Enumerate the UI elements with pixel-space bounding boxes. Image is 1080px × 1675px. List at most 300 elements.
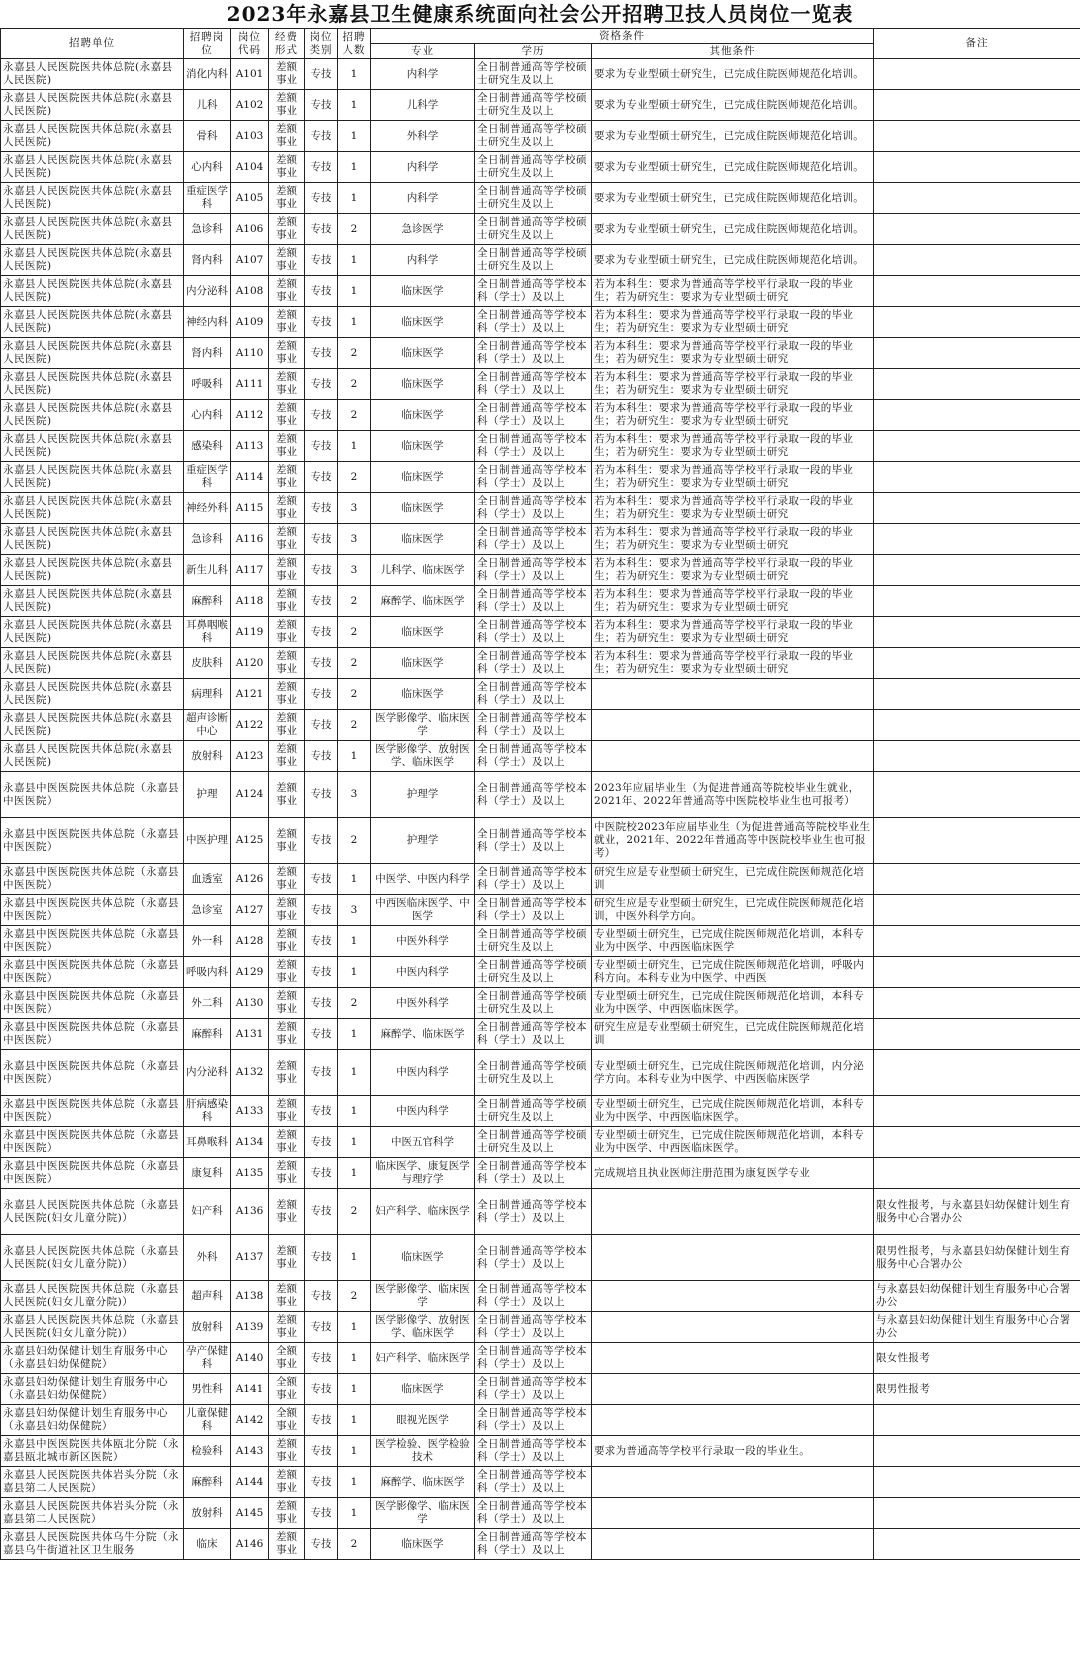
- cell-unit: 永嘉县人民医院医共体岩头分院（永嘉县第二人民医院）: [1, 1498, 184, 1529]
- cell-other: 要求为专业型硕士研究生，已完成住院医师规范化培训。: [592, 183, 874, 214]
- cell-post: 麻醉科: [184, 586, 231, 617]
- table-row: [1, 121, 1080, 152]
- cell-note: 限女性报考，与永嘉县妇幼保健计划生育服务中心合署办公: [874, 1189, 1080, 1235]
- cell-code: A136: [231, 1189, 269, 1235]
- cell-count: 3: [338, 772, 371, 818]
- table-row: [1, 1050, 1080, 1096]
- table-row: [1, 214, 1080, 245]
- cell-other: [592, 1189, 874, 1235]
- cell-major: 儿科学: [371, 90, 475, 121]
- cell-code: A116: [231, 524, 269, 555]
- cell-education: 全日制普通高等学校本科（学士）及以上: [475, 1529, 592, 1560]
- cell-unit: 永嘉县人民医院医共体总院（永嘉县人民医院(妇女儿童分院)）: [1, 1235, 184, 1281]
- cell-funding: 差额事业: [269, 245, 305, 276]
- cell-unit: 永嘉县中医医院医共体总院（永嘉县中医医院）: [1, 1050, 184, 1096]
- header-note: 备注: [874, 29, 1080, 59]
- table-row: [1, 617, 1080, 648]
- cell-major: 临床医学: [371, 307, 475, 338]
- cell-note: [874, 555, 1080, 586]
- header-funding: 经费形式: [269, 29, 305, 59]
- cell-count: 2: [338, 617, 371, 648]
- cell-other: 2023年应届毕业生（为促进普通高等院校毕业生就业，2021年、2022年普通高等中医院校毕业生也可报考）: [592, 772, 874, 818]
- cell-note: [874, 957, 1080, 988]
- cell-funding: 全额事业: [269, 1405, 305, 1436]
- cell-other: 若为本科生：要求为普通高等学校平行录取一段的毕业生；若为研究生：要求为专业型硕士研究: [592, 276, 874, 307]
- cell-code: A132: [231, 1050, 269, 1096]
- cell-code: A144: [231, 1467, 269, 1498]
- cell-major: 中医内科学: [371, 1096, 475, 1127]
- cell-funding: 差额事业: [269, 462, 305, 493]
- cell-education: 全日制普通高等学校本科（学士）及以上: [475, 276, 592, 307]
- cell-category: 专技: [305, 1281, 338, 1312]
- cell-major: 眼视光医学: [371, 1405, 475, 1436]
- cell-unit: 永嘉县人民医院医共体总院(永嘉县人民医院): [1, 431, 184, 462]
- cell-unit: 永嘉县中医医院医共体总院（永嘉县中医医院）: [1, 772, 184, 818]
- cell-post: 肾内科: [184, 338, 231, 369]
- cell-count: 1: [338, 1343, 371, 1374]
- cell-count: 1: [338, 1436, 371, 1467]
- cell-code: A111: [231, 369, 269, 400]
- cell-code: A101: [231, 59, 269, 90]
- cell-unit: 永嘉县人民医院医共体总院(永嘉县人民医院): [1, 121, 184, 152]
- cell-note: [874, 183, 1080, 214]
- cell-note: [874, 1436, 1080, 1467]
- cell-other: 专业型硕士研究生，已完成住院医师规范化培训，本科专业为中医学、中西医临床医学。: [592, 988, 874, 1019]
- cell-major: 临床医学: [371, 1235, 475, 1281]
- cell-post: 急诊科: [184, 214, 231, 245]
- cell-count: 1: [338, 1498, 371, 1529]
- cell-major: 内科学: [371, 183, 475, 214]
- cell-funding: 差额事业: [269, 818, 305, 864]
- cell-education: 全日制普通高等学校本科（学士）及以上: [475, 1374, 592, 1405]
- cell-funding: 差额事业: [269, 1158, 305, 1189]
- cell-unit: 永嘉县人民医院医共体总院(永嘉县人民医院): [1, 59, 184, 90]
- cell-unit: 永嘉县人民医院医共体总院(永嘉县人民医院): [1, 400, 184, 431]
- cell-count: 2: [338, 648, 371, 679]
- cell-education: 全日制普通高等学校本科（学士）及以上: [475, 1189, 592, 1235]
- cell-education: 全日制普通高等学校本科（学士）及以上: [475, 462, 592, 493]
- table-row: [1, 462, 1080, 493]
- cell-education: 全日制普通高等学校本科（学士）及以上: [475, 818, 592, 864]
- cell-funding: 差额事业: [269, 400, 305, 431]
- cell-unit: 永嘉县人民医院医共体总院(永嘉县人民医院): [1, 214, 184, 245]
- cell-unit: 永嘉县人民医院医共体总院(永嘉县人民医院): [1, 493, 184, 524]
- cell-education: 全日制普通高等学校硕士研究生及以上: [475, 1127, 592, 1158]
- cell-funding: 差额事业: [269, 90, 305, 121]
- cell-funding: 差额事业: [269, 710, 305, 741]
- table-row: [1, 1312, 1080, 1343]
- cell-other: 若为本科生：要求为普通高等学校平行录取一段的毕业生；若为研究生：要求为专业型硕士研究: [592, 493, 874, 524]
- table-row: [1, 1019, 1080, 1050]
- cell-unit: 永嘉县妇幼保健计划生育服务中心（永嘉县妇幼保健院）: [1, 1374, 184, 1405]
- cell-other: [592, 741, 874, 772]
- cell-funding: 差额事业: [269, 586, 305, 617]
- cell-count: 3: [338, 555, 371, 586]
- cell-note: [874, 524, 1080, 555]
- cell-note: 与永嘉县妇幼保健计划生育服务中心合署办公: [874, 1312, 1080, 1343]
- cell-unit: 永嘉县中医医院医共体总院（永嘉县中医医院）: [1, 1127, 184, 1158]
- cell-post: 呼吸内科: [184, 957, 231, 988]
- cell-count: 1: [338, 1127, 371, 1158]
- cell-unit: 永嘉县中医医院医共体总院（永嘉县中医医院）: [1, 895, 184, 926]
- cell-code: A115: [231, 493, 269, 524]
- cell-code: A106: [231, 214, 269, 245]
- cell-count: 3: [338, 493, 371, 524]
- cell-funding: 差额事业: [269, 121, 305, 152]
- cell-unit: 永嘉县人民医院医共体总院(永嘉县人民医院): [1, 679, 184, 710]
- cell-category: 专技: [305, 818, 338, 864]
- cell-note: [874, 1467, 1080, 1498]
- cell-code: A126: [231, 864, 269, 895]
- cell-note: [874, 276, 1080, 307]
- cell-other: [592, 1467, 874, 1498]
- cell-education: 全日制普通高等学校硕士研究生及以上: [475, 121, 592, 152]
- cell-other: [592, 710, 874, 741]
- cell-note: [874, 307, 1080, 338]
- cell-funding: 差额事业: [269, 988, 305, 1019]
- cell-note: 限男性报考: [874, 1374, 1080, 1405]
- header-other: 其他条件: [592, 44, 874, 59]
- cell-unit: 永嘉县人民医院医共体总院(永嘉县人民医院): [1, 307, 184, 338]
- cell-post: 孕产保健科: [184, 1343, 231, 1374]
- cell-other: 若为本科生：要求为普通高等学校平行录取一段的毕业生；若为研究生：要求为专业型硕士研究: [592, 648, 874, 679]
- cell-unit: 永嘉县中医医院医共体总院（永嘉县中医医院）: [1, 988, 184, 1019]
- cell-major: 中西医临床医学、中医学: [371, 895, 475, 926]
- cell-other: 若为本科生：要求为普通高等学校平行录取一段的毕业生；若为研究生：要求为专业型硕士研究: [592, 369, 874, 400]
- cell-education: 全日制普通高等学校本科（学士）及以上: [475, 1019, 592, 1050]
- cell-post: 皮肤科: [184, 648, 231, 679]
- table-row: [1, 555, 1080, 586]
- cell-note: [874, 864, 1080, 895]
- cell-other: [592, 1312, 874, 1343]
- cell-major: 临床医学: [371, 648, 475, 679]
- cell-code: A134: [231, 1127, 269, 1158]
- table-row: [1, 772, 1080, 818]
- cell-post: 神经内科: [184, 307, 231, 338]
- table-row: [1, 1281, 1080, 1312]
- cell-major: 中医外科学: [371, 926, 475, 957]
- cell-education: 全日制普通高等学校本科（学士）及以上: [475, 617, 592, 648]
- cell-count: 1: [338, 1019, 371, 1050]
- cell-category: 专技: [305, 462, 338, 493]
- cell-unit: 永嘉县人民医院医共体总院(永嘉县人民医院): [1, 369, 184, 400]
- cell-other: 若为本科生：要求为普通高等学校平行录取一段的毕业生；若为研究生：要求为专业型硕士研究: [592, 431, 874, 462]
- cell-other: 若为本科生：要求为普通高等学校平行录取一段的毕业生；若为研究生：要求为专业型硕士研究: [592, 338, 874, 369]
- cell-major: 中医内科学: [371, 957, 475, 988]
- cell-code: A113: [231, 431, 269, 462]
- cell-note: [874, 1050, 1080, 1096]
- table-row: [1, 1096, 1080, 1127]
- cell-education: 全日制普通高等学校硕士研究生及以上: [475, 926, 592, 957]
- cell-count: 2: [338, 369, 371, 400]
- cell-education: 全日制普通高等学校本科（学士）及以上: [475, 586, 592, 617]
- cell-post: 外一科: [184, 926, 231, 957]
- cell-education: 全日制普通高等学校本科（学士）及以上: [475, 1281, 592, 1312]
- cell-education: 全日制普通高等学校本科（学士）及以上: [475, 307, 592, 338]
- cell-other: 研究生应是专业型硕士研究生，已完成住院医师规范化培训: [592, 1019, 874, 1050]
- cell-education: 全日制普通高等学校硕士研究生及以上: [475, 214, 592, 245]
- cell-major: 麻醉学、临床医学: [371, 586, 475, 617]
- cell-post: 中医护理: [184, 818, 231, 864]
- table-row: [1, 1235, 1080, 1281]
- cell-unit: 永嘉县人民医院医共体总院(永嘉县人民医院): [1, 524, 184, 555]
- cell-code: A122: [231, 710, 269, 741]
- cell-other: [592, 1498, 874, 1529]
- cell-education: 全日制普通高等学校本科（学士）及以上: [475, 648, 592, 679]
- cell-education: 全日制普通高等学校硕士研究生及以上: [475, 957, 592, 988]
- cell-other: [592, 1374, 874, 1405]
- cell-major: 内科学: [371, 59, 475, 90]
- cell-unit: 永嘉县人民医院医共体总院(永嘉县人民医院): [1, 586, 184, 617]
- cell-note: [874, 90, 1080, 121]
- cell-education: 全日制普通高等学校硕士研究生及以上: [475, 988, 592, 1019]
- cell-count: 1: [338, 183, 371, 214]
- cell-count: 1: [338, 926, 371, 957]
- cell-count: 2: [338, 400, 371, 431]
- cell-other: [592, 1405, 874, 1436]
- cell-post: 病理科: [184, 679, 231, 710]
- cell-note: [874, 772, 1080, 818]
- cell-category: 专技: [305, 1529, 338, 1560]
- cell-category: 专技: [305, 555, 338, 586]
- cell-major: 内科学: [371, 152, 475, 183]
- cell-count: 3: [338, 895, 371, 926]
- cell-funding: 全额事业: [269, 1343, 305, 1374]
- cell-other: [592, 1235, 874, 1281]
- cell-note: [874, 493, 1080, 524]
- cell-category: 专技: [305, 183, 338, 214]
- cell-unit: 永嘉县人民医院医共体岩头分院（永嘉县第二人民医院）: [1, 1467, 184, 1498]
- cell-category: 专技: [305, 864, 338, 895]
- cell-code: A103: [231, 121, 269, 152]
- cell-category: 专技: [305, 1235, 338, 1281]
- cell-unit: 永嘉县中医医院医共体总院（永嘉县中医医院）: [1, 957, 184, 988]
- cell-code: A125: [231, 818, 269, 864]
- cell-post: 临床: [184, 1529, 231, 1560]
- cell-code: A110: [231, 338, 269, 369]
- cell-unit: 永嘉县中医医院医共体瓯北分院（永嘉县瓯北城市新区医院）: [1, 1436, 184, 1467]
- cell-post: 麻醉科: [184, 1019, 231, 1050]
- cell-note: [874, 1529, 1080, 1560]
- cell-code: A143: [231, 1436, 269, 1467]
- cell-funding: 差额事业: [269, 617, 305, 648]
- cell-category: 专技: [305, 926, 338, 957]
- cell-funding: 差额事业: [269, 864, 305, 895]
- cell-funding: 差额事业: [269, 1096, 305, 1127]
- table-row: [1, 152, 1080, 183]
- cell-category: 专技: [305, 245, 338, 276]
- table-row: [1, 818, 1080, 864]
- cell-major: 临床医学: [371, 338, 475, 369]
- cell-education: 全日制普通高等学校本科（学士）及以上: [475, 895, 592, 926]
- cell-major: 医学检验、医学检验技术: [371, 1436, 475, 1467]
- cell-funding: 差额事业: [269, 648, 305, 679]
- cell-unit: 永嘉县人民医院医共体乌牛分院（永嘉县乌牛街道社区卫生服务: [1, 1529, 184, 1560]
- cell-category: 专技: [305, 121, 338, 152]
- cell-count: 3: [338, 524, 371, 555]
- cell-other: [592, 1529, 874, 1560]
- cell-note: [874, 1498, 1080, 1529]
- table-row: [1, 1436, 1080, 1467]
- cell-other: 专业型硕士研究生，已完成住院医师规范化培训，呼吸内科方向。本科专业为中医学、中西医: [592, 957, 874, 988]
- cell-category: 专技: [305, 710, 338, 741]
- cell-major: 医学影像学、临床医学: [371, 710, 475, 741]
- cell-category: 专技: [305, 1405, 338, 1436]
- cell-education: 全日制普通高等学校本科（学士）及以上: [475, 710, 592, 741]
- cell-unit: 永嘉县人民医院医共体总院(永嘉县人民医院): [1, 276, 184, 307]
- cell-unit: 永嘉县人民医院医共体总院(永嘉县人民医院): [1, 90, 184, 121]
- cell-funding: 差额事业: [269, 741, 305, 772]
- cell-note: [874, 338, 1080, 369]
- table-row: [1, 895, 1080, 926]
- cell-code: A108: [231, 276, 269, 307]
- cell-code: A128: [231, 926, 269, 957]
- cell-note: [874, 741, 1080, 772]
- cell-count: 1: [338, 1467, 371, 1498]
- cell-major: 麻醉学、临床医学: [371, 1019, 475, 1050]
- cell-code: A145: [231, 1498, 269, 1529]
- cell-code: A133: [231, 1096, 269, 1127]
- cell-major: 妇产科学、临床医学: [371, 1343, 475, 1374]
- cell-count: 1: [338, 957, 371, 988]
- cell-note: 与永嘉县妇幼保健计划生育服务中心合署办公: [874, 1281, 1080, 1312]
- cell-category: 专技: [305, 1189, 338, 1235]
- cell-count: 1: [338, 152, 371, 183]
- table-row: [1, 1374, 1080, 1405]
- cell-education: 全日制普通高等学校本科（学士）及以上: [475, 524, 592, 555]
- cell-major: 临床医学: [371, 617, 475, 648]
- cell-education: 全日制普通高等学校本科（学士）及以上: [475, 431, 592, 462]
- cell-funding: 差额事业: [269, 1498, 305, 1529]
- cell-funding: 差额事业: [269, 555, 305, 586]
- cell-post: 妇产科: [184, 1189, 231, 1235]
- cell-code: A140: [231, 1343, 269, 1374]
- cell-note: [874, 400, 1080, 431]
- cell-note: [874, 617, 1080, 648]
- cell-education: 全日制普通高等学校本科（学士）及以上: [475, 1343, 592, 1374]
- cell-post: 超声诊断中心: [184, 710, 231, 741]
- cell-other: 要求为专业型硕士研究生，已完成住院医师规范化培训。: [592, 214, 874, 245]
- header-education: 学历: [475, 44, 592, 59]
- cell-code: A107: [231, 245, 269, 276]
- table-row: [1, 369, 1080, 400]
- cell-major: 儿科学、临床医学: [371, 555, 475, 586]
- cell-note: [874, 1019, 1080, 1050]
- cell-unit: 永嘉县中医医院医共体总院（永嘉县中医医院）: [1, 926, 184, 957]
- cell-post: 耳鼻喉科: [184, 1127, 231, 1158]
- cell-note: [874, 926, 1080, 957]
- cell-funding: 差额事业: [269, 214, 305, 245]
- cell-other: 研究生应是专业型硕士研究生，已完成住院医师规范化培训，中医外科学方向。: [592, 895, 874, 926]
- cell-count: 1: [338, 1235, 371, 1281]
- cell-category: 专技: [305, 338, 338, 369]
- cell-category: 专技: [305, 1312, 338, 1343]
- cell-note: [874, 679, 1080, 710]
- table-row: [1, 1158, 1080, 1189]
- table-row: [1, 864, 1080, 895]
- cell-unit: 永嘉县人民医院医共体总院(永嘉县人民医院): [1, 183, 184, 214]
- cell-count: 1: [338, 864, 371, 895]
- cell-funding: 差额事业: [269, 926, 305, 957]
- table-row: [1, 1467, 1080, 1498]
- cell-other: 要求为专业型硕士研究生，已完成住院医师规范化培训。: [592, 59, 874, 90]
- table-row: [1, 988, 1080, 1019]
- cell-other: 要求为专业型硕士研究生，已完成住院医师规范化培训。: [592, 245, 874, 276]
- cell-education: 全日制普通高等学校本科（学士）及以上: [475, 555, 592, 586]
- cell-category: 专技: [305, 524, 338, 555]
- header-qualifications: 资格条件: [371, 29, 874, 44]
- cell-count: 1: [338, 1158, 371, 1189]
- cell-post: 男性科: [184, 1374, 231, 1405]
- cell-code: A142: [231, 1405, 269, 1436]
- cell-note: [874, 59, 1080, 90]
- table-row: [1, 493, 1080, 524]
- cell-category: 专技: [305, 895, 338, 926]
- cell-count: 1: [338, 276, 371, 307]
- cell-funding: 差额事业: [269, 895, 305, 926]
- recruitment-table: [0, 28, 1080, 1560]
- cell-major: 临床医学: [371, 431, 475, 462]
- cell-post: 心内科: [184, 400, 231, 431]
- cell-category: 专技: [305, 1343, 338, 1374]
- cell-major: 医学影像学、临床医学: [371, 1281, 475, 1312]
- cell-count: 1: [338, 1096, 371, 1127]
- cell-category: 专技: [305, 1498, 338, 1529]
- cell-other: [592, 679, 874, 710]
- cell-count: 2: [338, 586, 371, 617]
- cell-note: [874, 1096, 1080, 1127]
- cell-unit: 永嘉县妇幼保健计划生育服务中心（永嘉县妇幼保健院）: [1, 1343, 184, 1374]
- cell-major: 外科学: [371, 121, 475, 152]
- cell-note: 限男性报考，与永嘉县妇幼保健计划生育服务中心合署办公: [874, 1235, 1080, 1281]
- cell-count: 1: [338, 90, 371, 121]
- cell-count: 1: [338, 1405, 371, 1436]
- cell-count: 2: [338, 1281, 371, 1312]
- cell-category: 专技: [305, 741, 338, 772]
- cell-code: A109: [231, 307, 269, 338]
- cell-code: A123: [231, 741, 269, 772]
- cell-category: 专技: [305, 1436, 338, 1467]
- cell-funding: 差额事业: [269, 183, 305, 214]
- cell-code: A120: [231, 648, 269, 679]
- table-row: [1, 183, 1080, 214]
- cell-code: A129: [231, 957, 269, 988]
- table-row: [1, 1189, 1080, 1235]
- cell-funding: 差额事业: [269, 1050, 305, 1096]
- cell-code: A138: [231, 1281, 269, 1312]
- cell-major: 医学影像学、放射医学、临床医学: [371, 741, 475, 772]
- cell-note: [874, 818, 1080, 864]
- cell-post: 外科: [184, 1235, 231, 1281]
- cell-funding: 差额事业: [269, 1281, 305, 1312]
- cell-other: 若为本科生：要求为普通高等学校平行录取一段的毕业生；若为研究生：要求为专业型硕士研究: [592, 586, 874, 617]
- cell-count: 1: [338, 431, 371, 462]
- cell-education: 全日制普通高等学校本科（学士）及以上: [475, 400, 592, 431]
- cell-post: 消化内科: [184, 59, 231, 90]
- table-row: [1, 524, 1080, 555]
- cell-education: 全日制普通高等学校本科（学士）及以上: [475, 1235, 592, 1281]
- cell-code: A112: [231, 400, 269, 431]
- cell-other: 若为本科生：要求为普通高等学校平行录取一段的毕业生；若为研究生：要求为专业型硕士研究: [592, 524, 874, 555]
- cell-unit: 永嘉县人民医院医共体总院(永嘉县人民医院): [1, 462, 184, 493]
- cell-code: A104: [231, 152, 269, 183]
- cell-major: 医学影像学、放射医学、临床医学: [371, 1312, 475, 1343]
- cell-unit: 永嘉县人民医院医共体总院(永嘉县人民医院): [1, 245, 184, 276]
- cell-category: 专技: [305, 1096, 338, 1127]
- cell-post: 神经外科: [184, 493, 231, 524]
- cell-category: 专技: [305, 988, 338, 1019]
- table-row: [1, 1343, 1080, 1374]
